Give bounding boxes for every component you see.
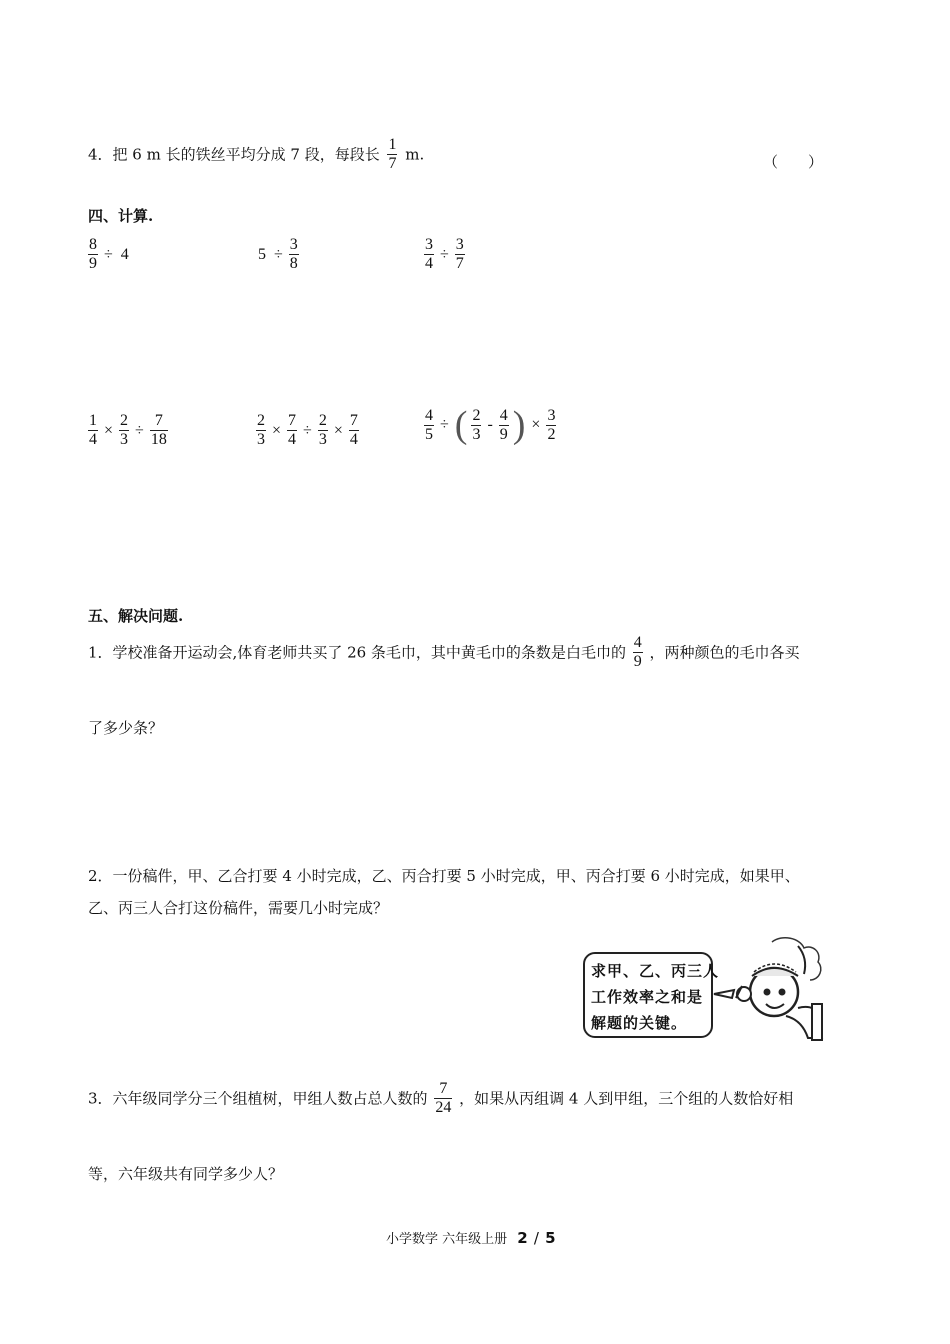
calc-expression-3: $\frac{3}{4}$ ÷ $\frac{3}{7}$ <box>425 236 464 272</box>
q4-text-before: 4．把 6 m 长的铁丝平均分成 7 段，每段长 <box>88 145 380 164</box>
section-5-title: 五、解决问题. <box>88 607 184 625</box>
page-number: 2 <box>517 1229 528 1247</box>
q4-text-after: m. <box>405 145 425 164</box>
calc-expression-5: $\frac{2}{3}$ × $\frac{7}{4}$ ÷ $\frac{2}{3}$ × $\frac{7}{4}$ <box>257 412 358 448</box>
problem-3-line-1: 3．六年级同学分三个组植树，甲组人数占总人数的 $\frac{7}{24}$ ，如果从丙组调 4 人到甲组，三个组的人数恰好相 <box>88 1080 794 1116</box>
hint-speech-bubble: 求甲、乙、丙三人 工作效率之和是 解题的关键。 <box>583 952 713 1038</box>
problem-2-line-1: 2．一份稿件，甲、乙合打要 4 小时完成，乙、丙合打要 5 小时完成，甲、丙合打要 6 小时完成，如果甲、 <box>88 867 800 885</box>
fraction: $\frac{8}{9}$ <box>89 236 97 272</box>
p1-fraction: $\frac{4}{9}$ <box>633 634 642 670</box>
fraction: $\frac{7}{18}$ <box>150 412 167 448</box>
fraction: $\frac{4}{5}$ <box>425 406 433 443</box>
footer-label: 小学数学 六年级上册 <box>386 1232 508 1247</box>
page-footer <box>386 1228 556 1247</box>
fraction: $\frac{3}{2}$ <box>547 406 556 443</box>
question-4-judge <box>88 136 424 186</box>
page-separator: / <box>533 1229 539 1247</box>
problem-1-line-1: 1．学校准备开运动会,体育老师共买了 26 条毛巾，其中黄毛巾的条数是白毛巾的 $\frac{4}{9}$ ，两种颜色的毛巾各买 <box>88 634 800 670</box>
fraction: $\frac{2}{3}$ <box>257 412 265 448</box>
fraction: $\frac{7}{4}$ <box>288 412 297 448</box>
fraction: $\frac{7}{4}$ <box>349 412 358 448</box>
fraction: $\frac{3}{8}$ <box>289 236 298 272</box>
fraction: $\frac{1}{4}$ <box>89 412 97 448</box>
left-paren: ( <box>454 404 468 446</box>
page-total: 5 <box>545 1229 556 1247</box>
fraction: $\frac{3}{4}$ <box>425 236 433 272</box>
fraction: $\frac{3}{7}$ <box>455 236 464 272</box>
fraction: $\frac{2}{3}$ <box>472 406 481 443</box>
section-4-title: 四、计算. <box>88 207 154 225</box>
calc-expression-1: $\frac{8}{9}$ ÷ 4 <box>89 236 129 272</box>
calc-expression-4: $\frac{1}{4}$ × $\frac{2}{3}$ ÷ $\frac{7}{18}$ <box>89 412 167 448</box>
calc-expression-2: 5 ÷ $\frac{3}{8}$ <box>258 236 298 272</box>
q4-fraction: $\frac{1}{7}$ <box>388 136 397 172</box>
q4-answer-paren: （ ） <box>763 153 824 171</box>
calc-expression-6: $\frac{4}{5}$ ÷ ( $\frac{2}{3}$ - $\frac{4}{9}$ ) × $\frac{3}{2}$ <box>425 404 556 446</box>
cartoon-boy-illustration <box>712 934 828 1050</box>
problem-1-line-2: 了多少条？ <box>88 719 164 737</box>
problem-2-line-2: 乙、丙三人合打这份稿件，需要几小时完成？ <box>88 899 389 917</box>
problem-3-line-2: 等，六年级共有同学多少人？ <box>88 1165 284 1183</box>
right-paren: ) <box>512 404 526 446</box>
fraction: $\frac{2}{3}$ <box>318 412 327 448</box>
p3-fraction: $\frac{7}{24}$ <box>435 1080 452 1116</box>
fraction: $\frac{4}{9}$ <box>499 406 508 443</box>
fraction: $\frac{2}{3}$ <box>120 412 129 448</box>
